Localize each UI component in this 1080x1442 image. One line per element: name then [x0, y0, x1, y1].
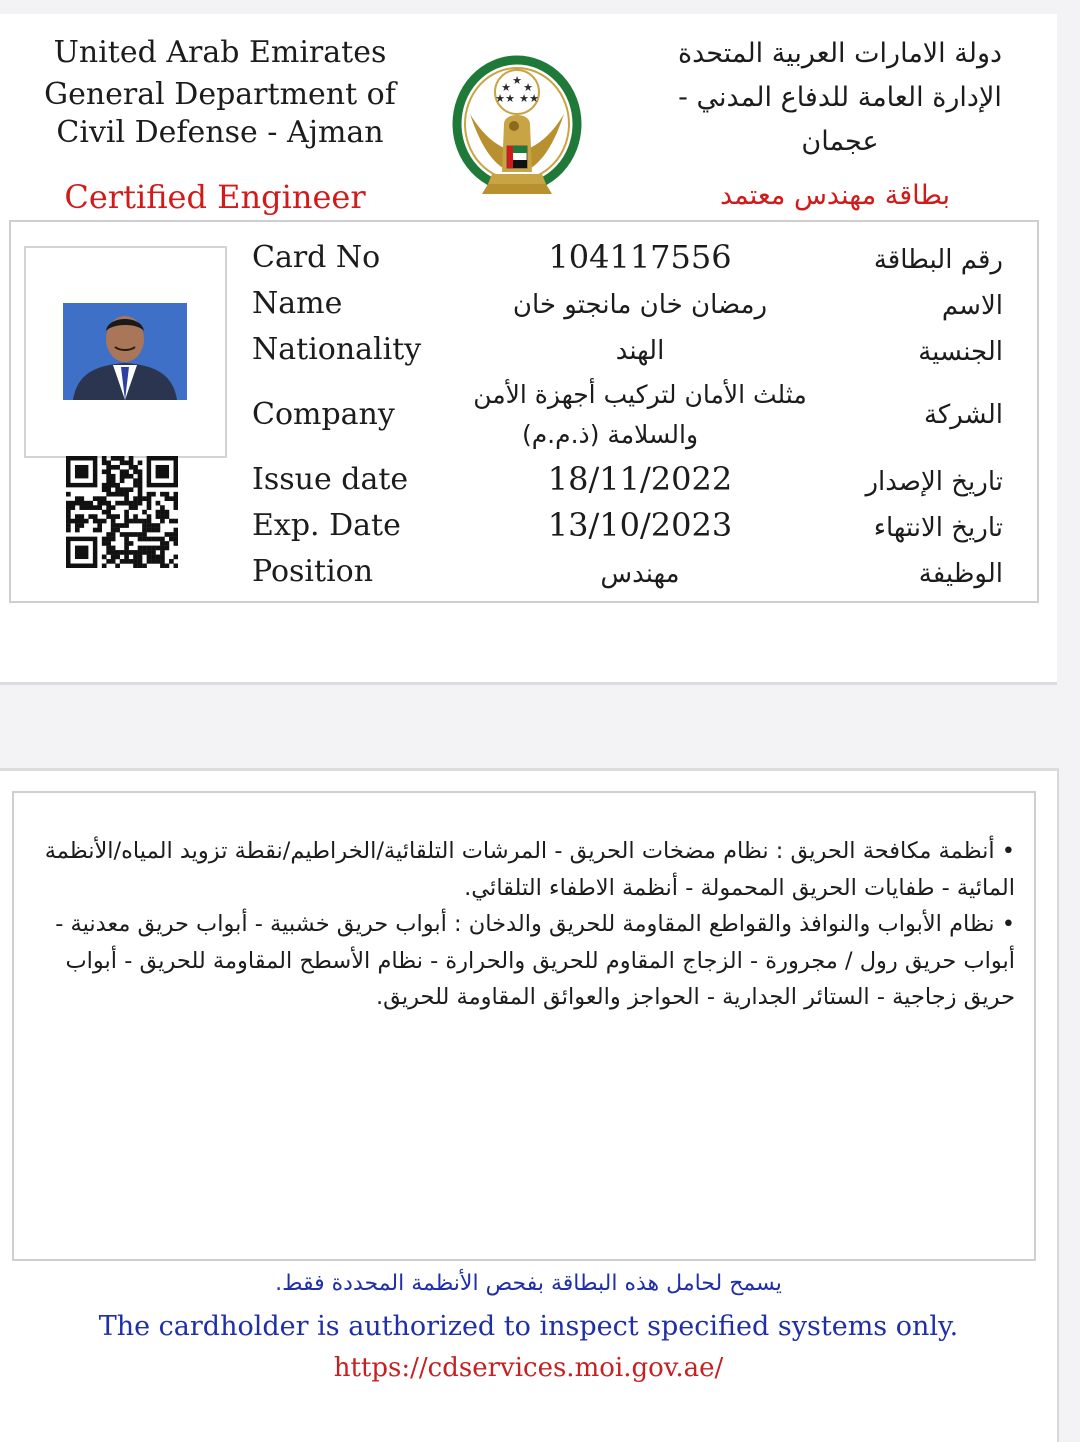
systems-text [35, 833, 1015, 1016]
nationality-value: الهند [615, 336, 665, 366]
svg-text:★: ★ [519, 92, 529, 105]
systems-item-fire-doors: • نظام الأبواب والنوافذ والقواطع المقاومة للحريق والدخان : أبواب حريق خشبية - أبواب حريق معدنية - أبواب حريق رول / مجرورة - الزجاج المقاوم للحريق والحرارة - نظام الأسطح المقاومة للحريق - أبواب حريق زجاجية - الستائر الجدارية - الحواجز والعوائق المقاومة للحريق. [55, 911, 1015, 1010]
svg-text:★: ★ [512, 74, 522, 87]
header-ar-line2: الإدارة العامة للدفاع المدني - [678, 82, 1002, 113]
nationality-label-ar: الجنسية [918, 337, 1003, 367]
uae-falcon-emblem-icon [452, 54, 582, 209]
company-label: Company [252, 397, 395, 432]
issue-date-value: 18/11/2022 [547, 460, 733, 498]
footer-en-note: The cardholder is authorized to inspect specified systems only. [98, 1311, 959, 1342]
header-ar-line1: دولة الامارات العربية المتحدة [677, 38, 1003, 69]
footer-url-link[interactable]: https://cdservices.moi.gov.ae/ [333, 1353, 724, 1383]
photo-frame [24, 246, 227, 458]
issue-date-label: Issue date [252, 462, 409, 497]
card-title-ar: بطاقة مهندس معتمد [719, 180, 951, 211]
position-label-ar: الوظيفة [918, 559, 1003, 589]
svg-text:★: ★ [501, 81, 511, 94]
footer-ar-note: يسمح لحامل هذه البطاقة بفحص الأنظمة المحددة فقط. [275, 1271, 782, 1296]
systems-item-fire-fighting: • أنظمة مكافحة الحريق : نظام مضخات الحريق - المرشات التلقائية/الخراطيم/نقطة تزويد المياه/الأنظمة المائية - طفايات الحريق المحمولة - أنظمة الاطفاء التلقائي. [44, 838, 1015, 901]
position-label: Position [252, 554, 374, 589]
nationality-label: Nationality [252, 332, 422, 367]
card-no-label: Card No [252, 240, 381, 275]
company-value-line2: والسلامة (ذ.م.م) [521, 420, 699, 449]
card-no-label-ar: رقم البطاقة [873, 245, 1003, 275]
card-title-en: Certified Engineer [64, 178, 366, 216]
exp-date-label-ar: تاريخ الانتهاء [873, 513, 1003, 543]
header-ar-line3: عجمان [801, 126, 879, 157]
card-no-value: 104117556 [548, 238, 732, 276]
header-en-line3: Civil Defense - Ajman [56, 115, 384, 150]
issue-date-label-ar: تاريخ الإصدار [865, 467, 1003, 497]
qr-code-icon [66, 456, 178, 568]
header-en-line2: General Department of [44, 77, 396, 112]
card-front [0, 14, 1057, 685]
svg-text:★: ★ [523, 81, 533, 94]
name-value: رمضان خان مانجتو خان [512, 290, 768, 320]
header-en-line1: United Arab Emirates [53, 35, 387, 70]
position-value: مهندس [600, 559, 680, 589]
exp-date-label: Exp. Date [252, 508, 401, 543]
company-value-line1: مثلث الأمان لتركيب أجهزة الأمن [473, 380, 807, 409]
name-label-ar: الاسم [941, 291, 1003, 321]
svg-text:★: ★ [505, 92, 515, 105]
exp-date-value: 13/10/2023 [547, 506, 733, 544]
person-photo-icon [63, 303, 187, 400]
svg-text:★: ★ [495, 92, 505, 105]
header-en-block [10, 32, 430, 154]
header-ar-block [640, 32, 1040, 164]
svg-text:★: ★ [529, 92, 539, 105]
name-label: Name [252, 286, 343, 321]
card-back [0, 768, 1059, 1442]
company-label-ar: الشركة [923, 400, 1003, 430]
